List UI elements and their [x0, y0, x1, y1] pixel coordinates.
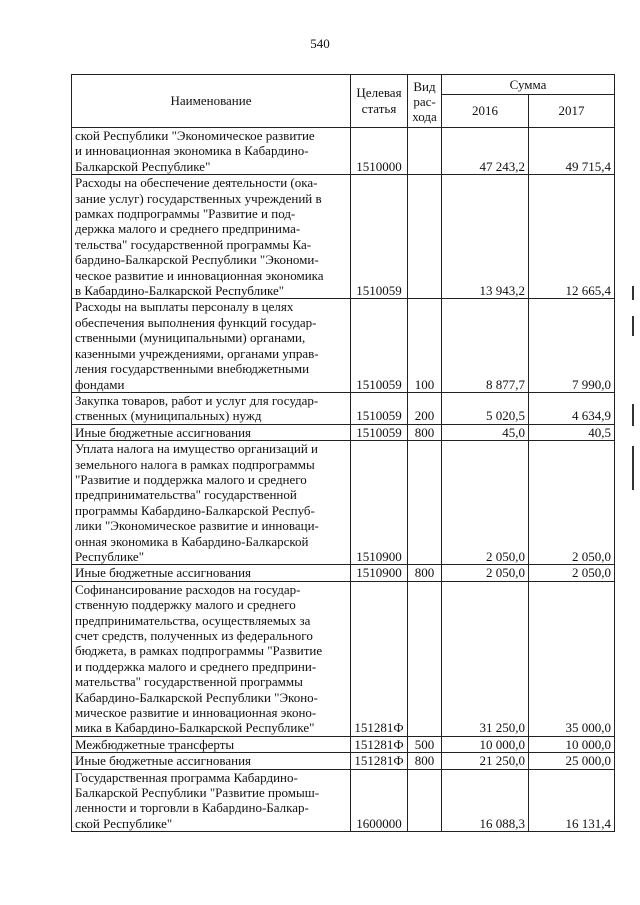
- row-name-line: и инновационная экономика в Кабардино-: [75, 143, 309, 159]
- row-name: [72, 769, 351, 832]
- scan-mark: [632, 404, 634, 426]
- header-name: Наименование: [72, 75, 351, 128]
- row-name: [72, 175, 351, 299]
- row-name-line: ческое развитие и инновационная экономика: [75, 267, 324, 283]
- row-expense-type: [408, 175, 442, 299]
- row-name-line: ской Республики "Экономическое развитие: [75, 128, 315, 143]
- row-sum-2017: 40,5: [529, 424, 615, 440]
- row-expense-type: [408, 128, 442, 175]
- row-sum-2016: 45,0: [442, 424, 529, 440]
- header-code-line1: Целевая: [356, 85, 402, 100]
- row-name: [72, 128, 351, 175]
- row-name-line: фондами: [75, 376, 125, 392]
- header-kind-line2: рас-: [413, 93, 436, 109]
- scan-mark: [632, 316, 634, 336]
- row-name-line: онная экономика в Кабардино-Балкарской: [75, 533, 309, 549]
- row-target-code: 1510900: [351, 565, 408, 581]
- row-expense-type: [408, 581, 442, 736]
- table-row: [72, 753, 615, 769]
- table-row: [72, 128, 615, 175]
- row-sum-2016: 8 877,7: [442, 299, 529, 392]
- row-name-line: мательства" государственной программы: [75, 674, 303, 690]
- row-target-code: 1510059: [351, 424, 408, 440]
- budget-table-body: [72, 128, 615, 832]
- row-sum-2017: 7 990,0: [529, 299, 615, 392]
- row-name-line: Балкарской Республики "Развитие промыш-: [75, 785, 320, 801]
- row-sum-2016: 10 000,0: [442, 736, 529, 752]
- row-target-code: 151281Ф: [351, 736, 408, 752]
- row-name-line: мика в Кабардино-Балкарской Республике": [75, 720, 315, 736]
- row-name: [72, 424, 351, 440]
- row-sum-2016: 5 020,5: [442, 392, 529, 424]
- row-target-code: 1510000: [351, 128, 408, 175]
- row-name: [72, 441, 351, 565]
- row-name-line: мическое развитие и инновационная эконо-: [75, 705, 317, 721]
- row-target-code: 1510059: [351, 392, 408, 424]
- header-kind: [408, 75, 442, 128]
- row-name: [72, 299, 351, 392]
- row-name-line: Софинансирование расходов на государ-: [75, 581, 301, 597]
- header-year-2017: 2017: [529, 95, 615, 128]
- row-name: [72, 753, 351, 769]
- row-sum-2017: 2 050,0: [529, 441, 615, 565]
- row-name-line: Иные бюджетные ассигнования: [75, 424, 252, 440]
- row-sum-2017: 12 665,4: [529, 175, 615, 299]
- table-row: [72, 392, 615, 424]
- row-name-line: казенными учреждениями, органами управ-: [75, 345, 319, 361]
- row-name-line: Иные бюджетные ассигнования: [75, 565, 252, 581]
- row-name-line: ленности и торговли в Кабардино-Балкар-: [75, 800, 309, 816]
- row-sum-2017: 10 000,0: [529, 736, 615, 752]
- row-name-line: Кабардино-Балкарской Республики "Эконо-: [75, 689, 318, 705]
- row-name-line: предпринимательства, осуществляемых за: [75, 612, 311, 628]
- row-sum-2017: 16 131,4: [529, 769, 615, 832]
- row-name-line: бардино-Балкарской Республики "Экономи-: [75, 252, 319, 268]
- row-name-line: в Кабардино-Балкарской Республике": [75, 283, 285, 299]
- row-name-line: бюджета, в рамках подпрограммы "Развитие: [75, 643, 323, 659]
- table-row: [72, 769, 615, 832]
- row-name-line: ления государственными внебюджетными: [75, 361, 310, 377]
- table-row: [72, 299, 615, 392]
- row-name-line: зание услуг) государственных учреждений в: [75, 190, 322, 206]
- row-name-line: держка малого и среднего предпринима-: [75, 221, 301, 237]
- row-name-line: Расходы на обеспечение деятельности (ока-: [75, 175, 318, 191]
- row-expense-type: 500: [408, 736, 442, 752]
- row-expense-type: 100: [408, 299, 442, 392]
- table-row: [72, 175, 615, 299]
- row-name-line: тельства" государственной программы Ка-: [75, 236, 312, 252]
- row-sum-2017: 35 000,0: [529, 581, 615, 736]
- row-target-code: 151281Ф: [351, 753, 408, 769]
- row-name-line: Республике": [75, 548, 145, 564]
- row-sum-2016: 31 250,0: [442, 581, 529, 736]
- row-expense-type: 800: [408, 424, 442, 440]
- row-name: [72, 565, 351, 581]
- table-row: [72, 565, 615, 581]
- row-target-code: 1510059: [351, 175, 408, 299]
- row-name-line: земельного налога в рамках подпрограммы: [75, 456, 315, 472]
- row-sum-2017: 2 050,0: [529, 565, 615, 581]
- table-row: [72, 581, 615, 736]
- row-name-line: ственную поддержку малого и среднего: [75, 597, 296, 613]
- row-name: [72, 736, 351, 752]
- scan-mark: [632, 446, 634, 490]
- row-sum-2016: 16 088,3: [442, 769, 529, 832]
- row-target-code: 151281Ф: [351, 581, 408, 736]
- row-sum-2017: 4 634,9: [529, 392, 615, 424]
- row-name-line: Межбюджетные трансферты: [75, 736, 235, 752]
- row-sum-2016: 47 243,2: [442, 128, 529, 175]
- row-name-line: предпринимательства" государственной: [75, 487, 297, 503]
- row-name-line: ской Республике": [75, 815, 173, 831]
- row-name-line: Иные бюджетные ассигнования: [75, 753, 252, 769]
- row-name-line: "Развитие и поддержка малого и среднего: [75, 471, 307, 487]
- table-row: [72, 424, 615, 440]
- row-name-line: лики "Экономическое развитие и инноваци-: [75, 518, 319, 534]
- row-name-line: Расходы на выплаты персоналу в целях: [75, 299, 294, 315]
- row-expense-type: [408, 769, 442, 832]
- row-sum-2017: 49 715,4: [529, 128, 615, 175]
- header-kind-line3: хода: [412, 108, 437, 124]
- header-kind-line1: Вид: [413, 78, 436, 94]
- header-code: [351, 75, 408, 128]
- budget-table: [71, 74, 615, 832]
- row-name-line: счет средств, полученных из федерального: [75, 628, 313, 643]
- row-target-code: 1510900: [351, 441, 408, 565]
- row-name-line: программы Кабардино-Балкарской Респуб-: [75, 502, 315, 518]
- table-row: [72, 736, 615, 752]
- table-row: [72, 441, 615, 565]
- row-name-line: Уплата налога на имущество организаций и: [75, 441, 318, 457]
- row-target-code: 1600000: [351, 769, 408, 832]
- row-expense-type: 800: [408, 753, 442, 769]
- row-target-code: 1510059: [351, 299, 408, 392]
- row-sum-2016: 2 050,0: [442, 441, 529, 565]
- row-name-line: ственных (муниципальных) нужд: [75, 408, 262, 424]
- header-code-line2: статья: [361, 101, 397, 116]
- header-year-2016: 2016: [442, 95, 529, 128]
- row-name: [72, 581, 351, 736]
- row-sum-2016: 13 943,2: [442, 175, 529, 299]
- row-name-line: Государственная программа Кабардино-: [75, 769, 298, 785]
- scan-mark: [632, 286, 634, 300]
- row-expense-type: 800: [408, 565, 442, 581]
- row-name-line: обеспечения выполнения функций государ-: [75, 314, 317, 330]
- row-name-line: Закупка товаров, работ и услуг для государ-: [75, 392, 319, 408]
- row-expense-type: 200: [408, 392, 442, 424]
- header-sum: Сумма: [442, 75, 615, 95]
- row-name: [72, 392, 351, 424]
- row-name-line: и поддержка малого и среднего предприни-: [75, 658, 317, 674]
- row-sum-2016: 21 250,0: [442, 753, 529, 769]
- page-number: 540: [310, 36, 330, 51]
- row-name-line: рамках подпрограммы "Развитие и под-: [75, 206, 296, 222]
- row-name-line: ственными (муниципальными) органами,: [75, 330, 306, 346]
- row-expense-type: [408, 441, 442, 565]
- row-sum-2016: 2 050,0: [442, 565, 529, 581]
- row-sum-2017: 25 000,0: [529, 753, 615, 769]
- row-name-line: Балкарской Республике": [75, 158, 211, 174]
